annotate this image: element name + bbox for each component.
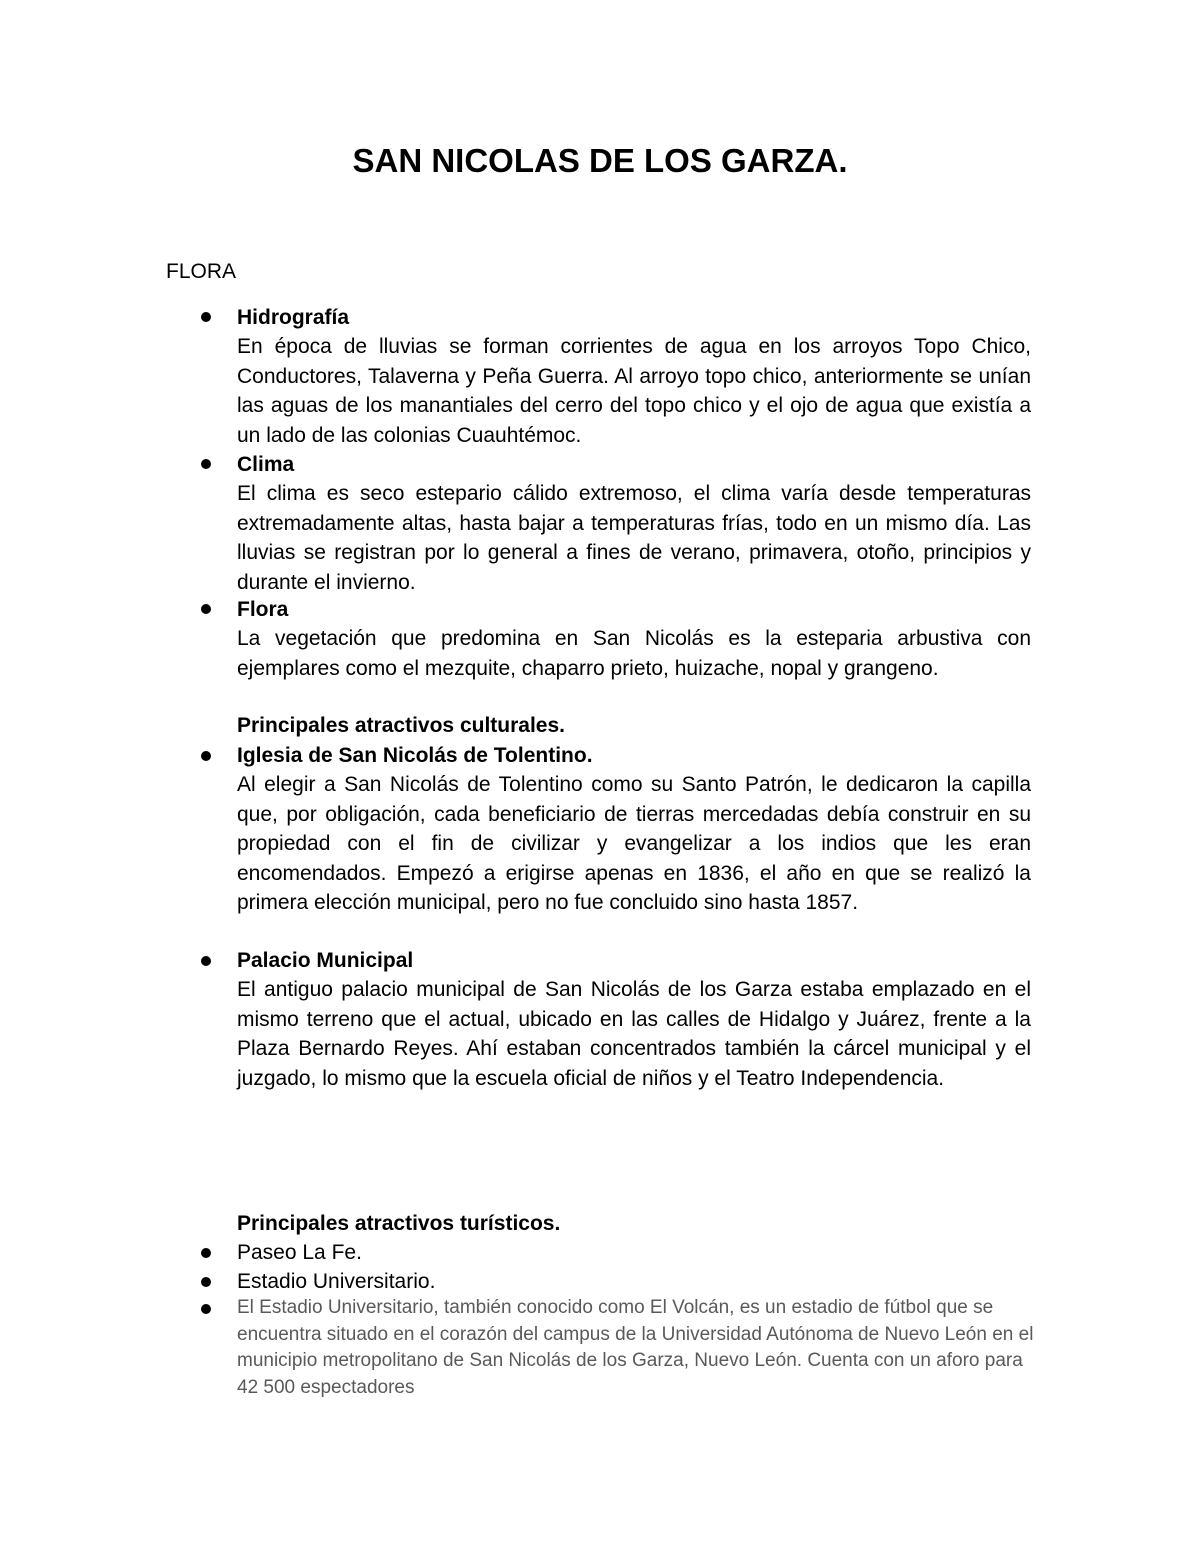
bullet-icon — [201, 1304, 211, 1314]
item-text: En época de lluvias se forman corrientes de agua en los arroyos Topo Chico, Conductores, Talaverna y Peña Guerra. Al arroyo topo chico, anteriormente se unían las aguas de los manantiales del cerro del topo chico y el ojo de agua que existía a un lado de las colonias Cuauhtémoc. — [237, 335, 1031, 447]
item-heading: Flora — [237, 598, 289, 621]
bullet-icon — [201, 1248, 211, 1258]
item-text: La vegetación que predomina en San Nicolás es la esteparia arbustiva con ejemplares como el mezquite, chaparro prieto, huizache, nopal y grangeno. — [237, 627, 1031, 680]
list-item — [237, 303, 1031, 450]
item-heading: Iglesia de San Nicolás de Tolentino. — [237, 744, 593, 767]
item-text: El clima es seco estepario cálido extremoso, el clima varía desde temperaturas extremadamente altas, hasta bajar a temperaturas frías, todo en un mismo día. Las lluvias se registran por lo general a fines de verano, primavera, otoño, principios y durante el invierno. — [237, 482, 1031, 594]
tourist-item: Estadio Universitario. — [237, 1270, 436, 1293]
document-title: SAN NICOLAS DE LOS GARZA. — [352, 142, 848, 179]
bullet-icon — [201, 312, 211, 322]
list-item — [237, 741, 1031, 918]
section-label: FLORA — [166, 260, 237, 283]
list-item — [237, 946, 1031, 1093]
bullet-icon — [201, 1277, 211, 1287]
item-heading: Hidrografía — [237, 306, 350, 329]
tourist-item: Paseo La Fe. — [237, 1241, 362, 1264]
item-text: El antiguo palacio municipal de San Nicolás de los Garza estaba emplazado en el mismo terreno que el actual, ubicado en las calles de Hidalgo y Juárez, frente a la Plaza Bernardo Reyes. Ahí estaban concentrados también la cárcel municipal y el juzgado, lo mismo que la escuela oficial de niños y el Teatro Independencia. — [237, 978, 1031, 1090]
list-item — [237, 595, 1031, 683]
item-heading: Palacio Municipal — [237, 949, 414, 972]
cultural-heading: Principales atractivos culturales. — [237, 714, 565, 737]
item-heading: Clima — [237, 453, 295, 476]
bullet-icon — [201, 604, 211, 614]
bullet-icon — [201, 459, 211, 469]
bullet-icon — [201, 956, 211, 966]
bullet-icon — [201, 751, 211, 761]
item-text: Al elegir a San Nicolás de Tolentino como su Santo Patrón, le dedicaron la capilla que, por obligación, cada beneficiario de tierras mercedadas debía construir en su propiedad con el fin de civilizar y evangelizar a los indios que les eran encomendados. Empezó a erigirse apenas en 1836, el año en que se realizó la primera elección municipal, pero no fue concluido sino hasta 1857. — [237, 773, 1031, 914]
tourist-item-description: El Estadio Universitario, también conocido como El Volcán, es un estadio de fútbol que se encuentra situado en el corazón del campus de la Universidad Autónoma de Nuevo León en el municipio metropolitano de San Nicolás de los Garza, Nuevo León. Cuenta con un aforo para 42 500 espectadores — [237, 1297, 1034, 1398]
tourist-heading: Principales atractivos turísticos. — [237, 1212, 561, 1235]
list-item — [237, 450, 1031, 597]
